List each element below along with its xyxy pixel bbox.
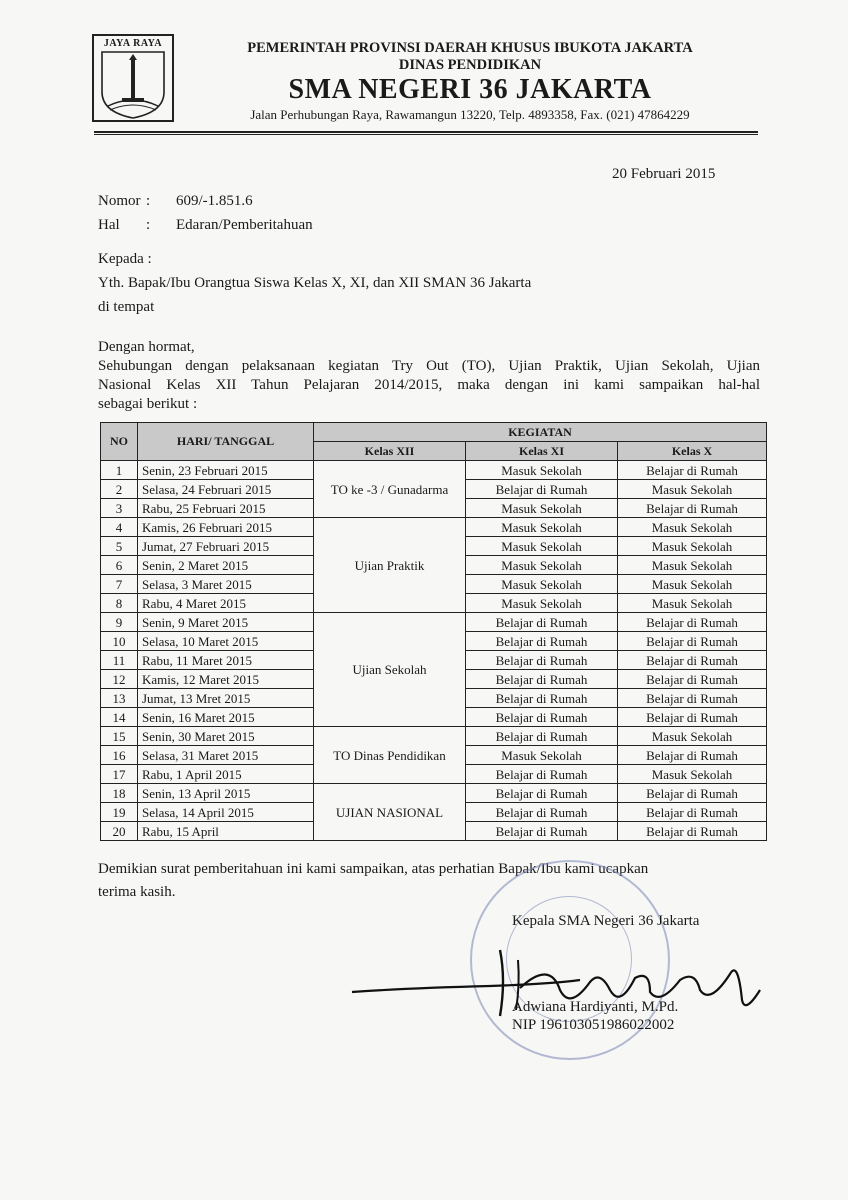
row-kelas-x: Belajar di Rumah	[618, 822, 767, 841]
salutation: Dengan hormat,	[98, 339, 195, 355]
row-date: Senin, 9 Maret 2015	[138, 613, 314, 632]
row-no: 16	[101, 746, 138, 765]
recipient-place: di tempat	[98, 299, 155, 315]
row-kelas-x: Masuk Sekolah	[618, 537, 767, 556]
row-kelas-x: Masuk Sekolah	[618, 594, 767, 613]
row-no: 13	[101, 689, 138, 708]
monument-icon	[94, 36, 172, 120]
header-rule	[94, 131, 758, 133]
row-no: 8	[101, 594, 138, 613]
table-row	[101, 613, 767, 632]
row-kelas-x: Belajar di Rumah	[618, 708, 767, 727]
row-kelas-x: Belajar di Rumah	[618, 670, 767, 689]
header-department: DINAS PENDIDIKAN	[398, 57, 542, 73]
row-date: Senin, 16 Maret 2015	[138, 708, 314, 727]
row-kelas-x: Masuk Sekolah	[618, 575, 767, 594]
row-date: Selasa, 3 Maret 2015	[138, 575, 314, 594]
row-kelas-x: Belajar di Rumah	[618, 632, 767, 651]
row-kelas-x: Masuk Sekolah	[618, 518, 767, 537]
opening-paragraph	[98, 357, 760, 414]
row-kelas-xi: Belajar di Rumah	[466, 822, 618, 841]
row-no: 1	[101, 461, 138, 480]
row-kelas-x: Belajar di Rumah	[618, 613, 767, 632]
closing-line-1: Demikian surat pemberitahuan ini kami sampaikan, atas perhatian Bapak/Ibu kami ucapkan	[98, 861, 649, 877]
row-kelas-x: Belajar di Rumah	[618, 689, 767, 708]
opening-line-3: sebagai berikut :	[98, 396, 198, 412]
row-date: Jumat, 27 Februari 2015	[138, 537, 314, 556]
header-kegiatan: KEGIATAN	[314, 423, 767, 442]
row-kelas-x: Belajar di Rumah	[618, 784, 767, 803]
row-no: 6	[101, 556, 138, 575]
row-kelas-xi: Belajar di Rumah	[466, 651, 618, 670]
row-kelas-xi: Masuk Sekolah	[466, 499, 618, 518]
header-no: NO	[101, 423, 138, 461]
row-date: Selasa, 31 Maret 2015	[138, 746, 314, 765]
signature-title: Kepala SMA Negeri 36 Jakarta	[512, 913, 700, 929]
row-kelas-x: Masuk Sekolah	[618, 727, 767, 746]
row-no: 12	[101, 670, 138, 689]
header-kelas-xi: Kelas XI	[466, 442, 618, 461]
row-no: 4	[101, 518, 138, 537]
row-kelas-xi: Masuk Sekolah	[466, 594, 618, 613]
row-kelas-xi: Masuk Sekolah	[466, 518, 618, 537]
hal-colon: :	[146, 217, 151, 233]
row-no: 20	[101, 822, 138, 841]
row-date: Senin, 2 Maret 2015	[138, 556, 314, 575]
row-kelas-xi: Masuk Sekolah	[466, 575, 618, 594]
row-no: 9	[101, 613, 138, 632]
row-kelas-x: Masuk Sekolah	[618, 765, 767, 784]
row-kelas-xi: Belajar di Rumah	[466, 689, 618, 708]
row-no: 2	[101, 480, 138, 499]
row-date: Senin, 13 April 2015	[138, 784, 314, 803]
row-no: 5	[101, 537, 138, 556]
row-date: Selasa, 10 Maret 2015	[138, 632, 314, 651]
closing-line-2: terima kasih.	[98, 884, 176, 900]
row-kelas-x: Belajar di Rumah	[618, 803, 767, 822]
row-kelas-xi: Masuk Sekolah	[466, 461, 618, 480]
table-row	[101, 461, 767, 480]
row-kelas-xi: Belajar di Rumah	[466, 708, 618, 727]
header-kelas-x: Kelas X	[618, 442, 767, 461]
hal-value: Edaran/Pemberitahuan	[176, 217, 313, 233]
row-kelas-x: Belajar di Rumah	[618, 651, 767, 670]
signatory-nip: NIP 196103051986022002	[512, 1017, 675, 1033]
row-no: 19	[101, 803, 138, 822]
schedule-table	[100, 422, 767, 841]
row-no: 14	[101, 708, 138, 727]
nomor-value: 609/-1.851.6	[176, 193, 253, 209]
row-date: Rabu, 11 Maret 2015	[138, 651, 314, 670]
row-date: Jumat, 13 Mret 2015	[138, 689, 314, 708]
group-activity: Ujian Sekolah	[314, 613, 466, 727]
row-date: Rabu, 15 April	[138, 822, 314, 841]
row-kelas-xi: Belajar di Rumah	[466, 613, 618, 632]
header-rule-thin	[94, 134, 758, 135]
row-date: Rabu, 1 April 2015	[138, 765, 314, 784]
row-date: Selasa, 24 Februari 2015	[138, 480, 314, 499]
row-kelas-x: Belajar di Rumah	[618, 461, 767, 480]
group-activity: TO ke -3 / Gunadarma	[314, 461, 466, 518]
opening-line-2: Nasional Kelas XII Tahun Pelajaran 2014/2015, maka dengan ini kami sampaikan hal-hal	[98, 377, 760, 393]
group-activity: Ujian Praktik	[314, 518, 466, 613]
logo-label: JAYA RAYA	[103, 38, 163, 49]
row-date: Selasa, 14 April 2015	[138, 803, 314, 822]
header-address: Jalan Perhubungan Raya, Rawamangun 13220, Telp. 4893358, Fax. (021) 47864229	[250, 107, 690, 122]
recipient-kepada: Kepada :	[98, 251, 152, 267]
row-no: 18	[101, 784, 138, 803]
row-no: 7	[101, 575, 138, 594]
row-kelas-xi: Belajar di Rumah	[466, 784, 618, 803]
row-kelas-x: Masuk Sekolah	[618, 480, 767, 499]
row-kelas-xi: Belajar di Rumah	[466, 480, 618, 499]
row-kelas-x: Belajar di Rumah	[618, 499, 767, 518]
row-kelas-xi: Belajar di Rumah	[466, 632, 618, 651]
group-activity: UJIAN NASIONAL	[314, 784, 466, 841]
row-kelas-xi: Masuk Sekolah	[466, 537, 618, 556]
row-date: Kamis, 12 Maret 2015	[138, 670, 314, 689]
row-no: 15	[101, 727, 138, 746]
row-kelas-x: Belajar di Rumah	[618, 746, 767, 765]
row-kelas-xi: Belajar di Rumah	[466, 727, 618, 746]
signatory-name: Adwiana Hardiyanti, M.Pd.	[512, 999, 679, 1015]
table-row	[101, 727, 767, 746]
row-date: Kamis, 26 Februari 2015	[138, 518, 314, 537]
jaya-raya-logo	[92, 34, 174, 122]
row-no: 3	[101, 499, 138, 518]
recipient-line: Yth. Bapak/Ibu Orangtua Siswa Kelas X, XI, dan XII SMAN 36 Jakarta	[98, 275, 532, 291]
table-row	[101, 784, 767, 803]
nomor-colon: :	[146, 193, 151, 209]
row-date: Senin, 23 Februari 2015	[138, 461, 314, 480]
row-date: Rabu, 25 Februari 2015	[138, 499, 314, 518]
hal-label: Hal	[98, 217, 120, 233]
header-government: PEMERINTAH PROVINSI DAERAH KHUSUS IBUKOTA JAKARTA	[247, 40, 693, 56]
letter-date: 20 Februari 2015	[612, 166, 716, 182]
row-kelas-xi: Masuk Sekolah	[466, 746, 618, 765]
row-no: 17	[101, 765, 138, 784]
header-date: HARI/ TANGGAL	[138, 423, 314, 461]
table-row	[101, 518, 767, 537]
nomor-label: Nomor	[98, 193, 141, 209]
header-school-name: SMA NEGERI 36 JAKARTA	[288, 74, 652, 105]
row-no: 11	[101, 651, 138, 670]
header-kelas-xii: Kelas XII	[314, 442, 466, 461]
row-kelas-xi: Belajar di Rumah	[466, 670, 618, 689]
row-no: 10	[101, 632, 138, 651]
row-kelas-xi: Belajar di Rumah	[466, 803, 618, 822]
opening-line-1: Sehubungan dengan pelaksanaan kegiatan Try Out (TO), Ujian Praktik, Ujian Sekolah, Ujian	[98, 358, 760, 374]
row-kelas-xi: Masuk Sekolah	[466, 556, 618, 575]
row-date: Rabu, 4 Maret 2015	[138, 594, 314, 613]
row-kelas-x: Masuk Sekolah	[618, 556, 767, 575]
row-date: Senin, 30 Maret 2015	[138, 727, 314, 746]
group-activity: TO Dinas Pendidikan	[314, 727, 466, 784]
row-kelas-xi: Belajar di Rumah	[466, 765, 618, 784]
